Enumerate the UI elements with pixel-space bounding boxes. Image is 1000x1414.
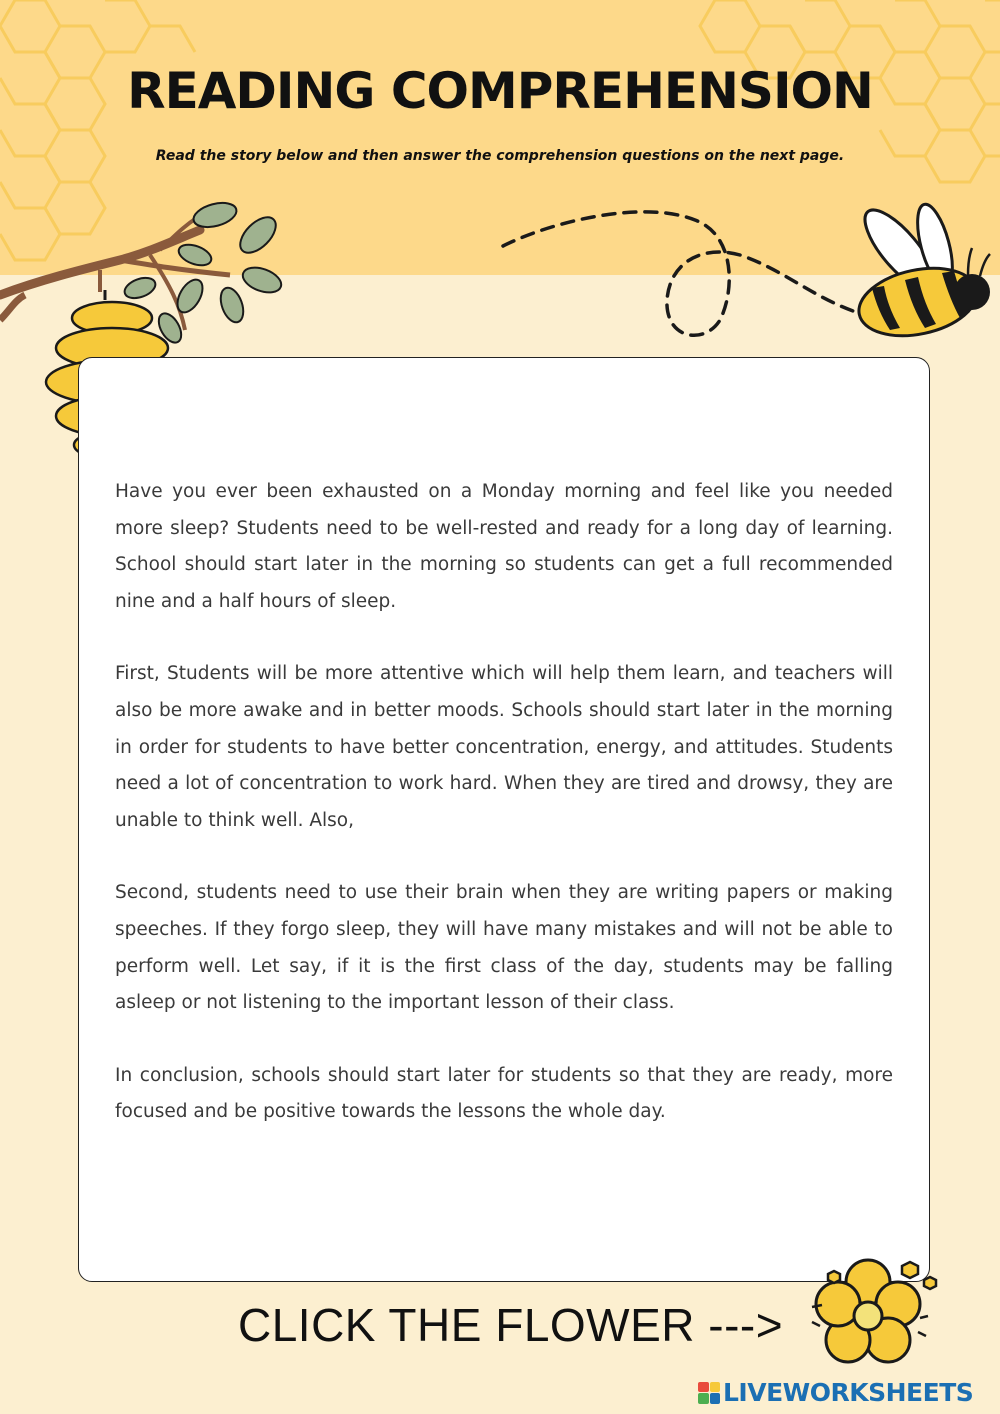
- story-paragraph-3: Second, students need to use their brain when they are writing papers or making speeches. If they forgo sleep, they will have many mistakes and will not be able to perform well. Let say, if it is the first class of the day, students may be falling asleep or not listening to the important lesson of their class.: [115, 882, 893, 1014]
- brand-name: LIVEWORKSHEETS: [723, 1378, 974, 1407]
- bee-icon: [850, 200, 1000, 340]
- story-paragraph-1: Have you ever been exhausted on a Monday morning and feel like you needed more sleep? Students need to be well-rested and ready for a long day of learning. School should start later in the morning so students can get a full recommended nine and a half hours of sleep.: [115, 481, 893, 612]
- story-paragraph-4: In conclusion, schools should start later for students so that they are ready, more focused and be positive towards the lessons the whole day.: [115, 1064, 893, 1123]
- story-paragraph-2: First, Students will be more attentive which will help them learn, and teachers will also be more awake and in better moods. Schools should start later in the morning in order for students to have better concentration, energy, and attitudes. Students need a lot of concentration to work hard. When they are tired and drowsy, they are unable to think well. Also,: [115, 663, 893, 831]
- story-text: [115, 474, 893, 1167]
- page-subtitle: Read the story below and then answer the comprehension questions on the next page.: [155, 148, 845, 164]
- page-title: READING COMPREHENSION: [127, 62, 873, 120]
- liveworksheets-logo-icon: [698, 1382, 720, 1404]
- click-the-flower-label: CLICK THE FLOWER --->: [238, 1299, 784, 1351]
- flower-icon[interactable]: [800, 1252, 940, 1372]
- liveworksheets-branding: [698, 1378, 973, 1407]
- flight-path-icon: [495, 200, 875, 345]
